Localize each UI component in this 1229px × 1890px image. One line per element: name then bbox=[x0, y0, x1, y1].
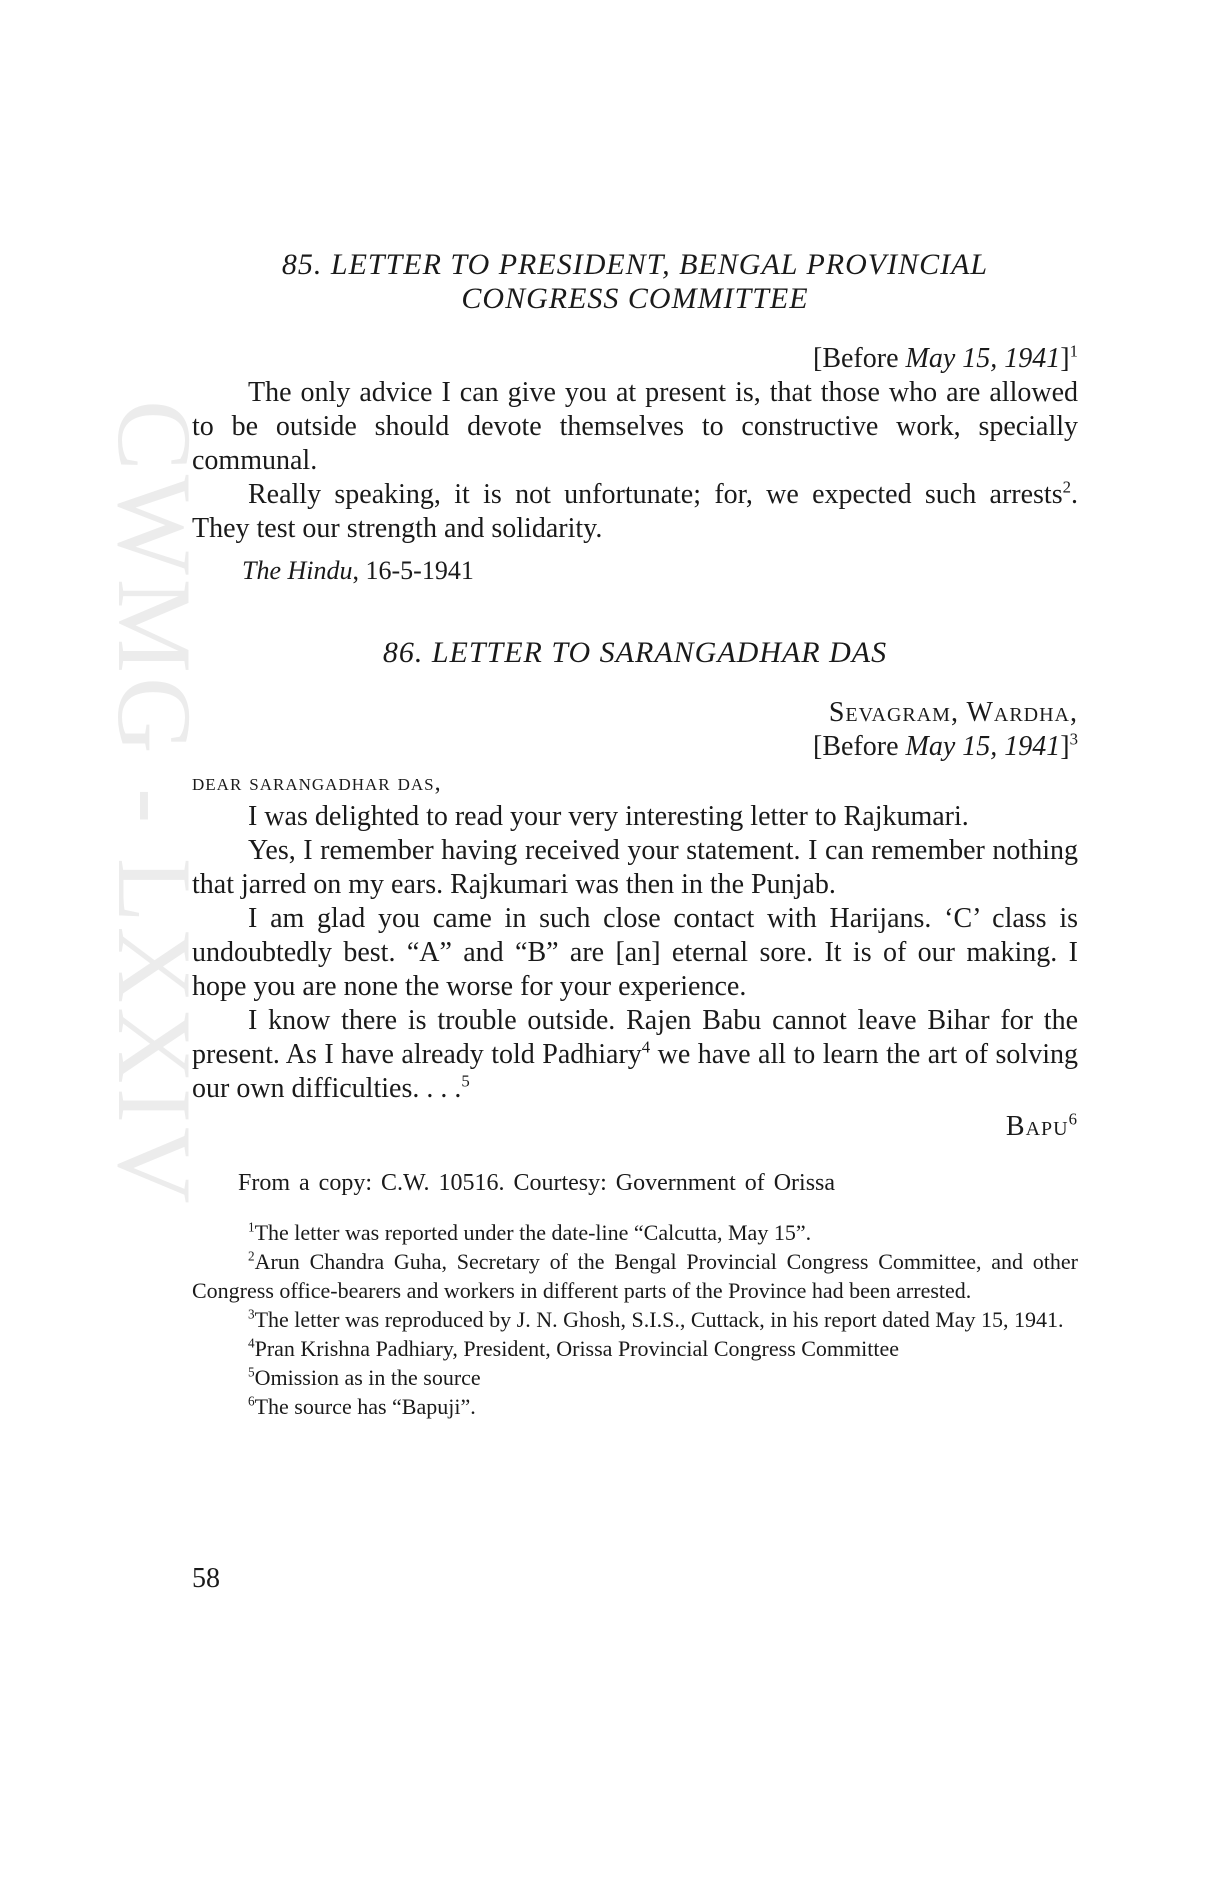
footnote-1: $^1$The letter was reported under the date-line “Calcutta, May 15”. bbox=[248, 1219, 812, 1245]
letter-86-number: 86. bbox=[382, 636, 424, 669]
page-number: 58 bbox=[192, 1563, 220, 1594]
footnote-ref-6[interactable]: 6 bbox=[1068, 1109, 1078, 1129]
letter-85-source: The Hindu, 16-5-1941 bbox=[242, 556, 474, 585]
letter-86-paragraph-3: I am glad you came in such close contact with Harijans. ‘C’ class is undoubtedly best. “A” and “B” are [an] eternal sore. It is of our making. I hope you are none the worse for your experience. bbox=[192, 903, 1078, 1002]
footnote-ref-2[interactable]: 2 bbox=[1062, 477, 1071, 497]
footnote-3: $^3$The letter was reproduced by J. N. Ghosh, S.I.S., Cuttack, in his report dated May 15, 1941. bbox=[248, 1306, 1064, 1332]
letter-86-paragraph-2: Yes, I remember having received your statement. I can remember nothing that jarred on my ears. Rajkumari was then in the Punjab. bbox=[192, 835, 1078, 900]
letter-86-citation: From a copy: C.W. 10516. Courtesy: Government of Orissa bbox=[238, 1170, 836, 1196]
letter-85-title-line2: CONGRESS COMMITTEE bbox=[461, 282, 809, 315]
letter-86-signature: Bapu$^6$ bbox=[1005, 1109, 1078, 1142]
footnote-ref-5[interactable]: 5 bbox=[461, 1071, 470, 1091]
footnotes bbox=[192, 1218, 1078, 1421]
footnote-ref-4[interactable]: 4 bbox=[641, 1037, 651, 1057]
letter-86-place: Sevagram, Wardha, bbox=[828, 697, 1078, 728]
footnote-4: $^4$Pran Krishna Padhiary, President, Orissa Provincial Congress Committee bbox=[248, 1335, 900, 1361]
footnote-ref-1[interactable]: 1 bbox=[1069, 341, 1078, 361]
letter-85-title-line1: LETTER TO PRESIDENT, BENGAL PROVINCIAL bbox=[330, 248, 989, 281]
letter-85-heading bbox=[192, 248, 1078, 316]
page-content bbox=[192, 248, 1078, 1421]
footnote-5: $^5$Omission as in the source bbox=[248, 1364, 481, 1390]
letter-86-paragraph-4: I know there is trouble outside. Rajen Babu cannot leave Bihar for the present. As I have already told Padhiary$^4$ we have all to learn the art of solving our own difficulties. . . .$^5$ bbox=[192, 1005, 1078, 1104]
letter-85-date: [Before May 15, 1941]$^1$ bbox=[813, 341, 1078, 374]
footnote-2: $^2$Arun Chandra Guha, Secretary of the Bengal Provincial Congress Committee, and other Congress office-bearers and workers in different parts of the Province had been arrested. bbox=[192, 1248, 1078, 1303]
watermark-text: CWMG - LXXIV bbox=[96, 400, 213, 1208]
footnote-6: $^6$The source has “Bapuji”. bbox=[248, 1393, 476, 1419]
letter-86-salutation: dear sarangadhar das, bbox=[192, 770, 442, 796]
footnote-ref-3[interactable]: 3 bbox=[1069, 729, 1078, 749]
letter-86-date: [Before May 15, 1941]$^3$ bbox=[813, 729, 1078, 762]
letter-86-paragraph-1: I was delighted to read your very interesting letter to Rajkumari. bbox=[248, 801, 969, 832]
letter-85-number: 85. bbox=[281, 248, 323, 281]
letter-86-heading bbox=[192, 636, 1078, 670]
letter-85-paragraph-1: The only advice I can give you at present is, that those who are allowed to be outside should devote themselves to constructive work, specially communal. bbox=[192, 377, 1078, 476]
letter-85-paragraph-2: Really speaking, it is not unfortunate; for, we expected such arrests$^2$. They test our strength and solidarity. bbox=[192, 477, 1078, 544]
letter-86-title: LETTER TO SARANGADHAR DAS bbox=[431, 636, 888, 669]
